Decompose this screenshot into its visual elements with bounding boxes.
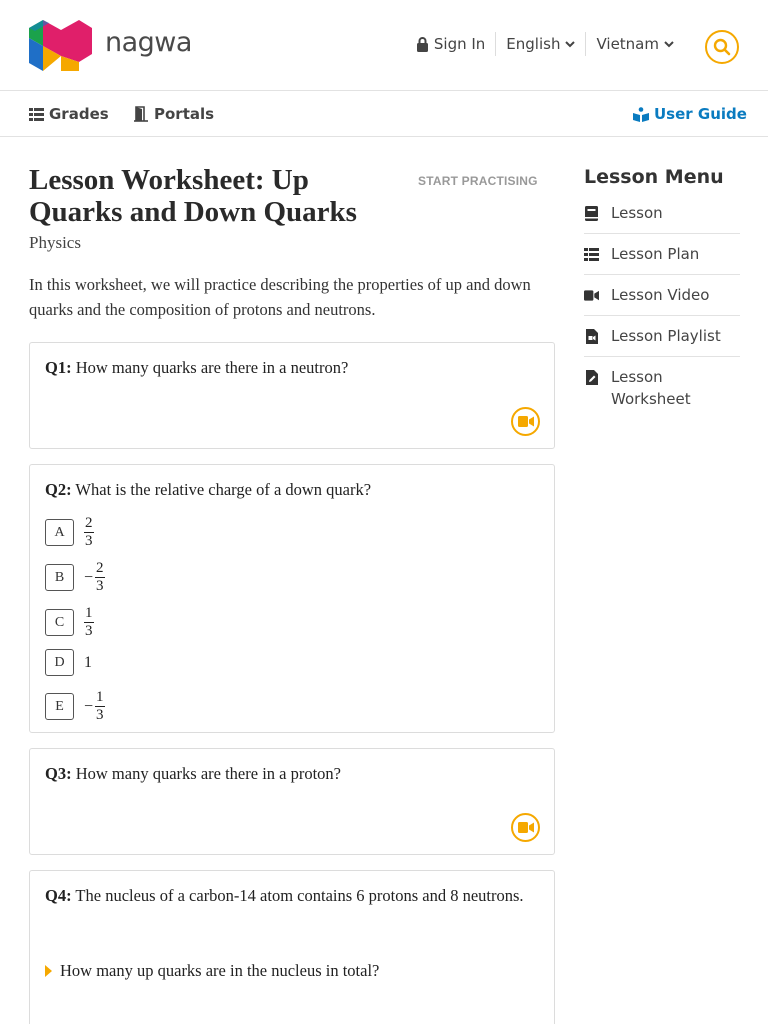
video-solution-button[interactable] <box>511 813 540 842</box>
menu-item-lesson-video[interactable] <box>584 284 740 306</box>
nav-portals-label: Portals <box>154 105 215 123</box>
menu-item-lesson[interactable] <box>584 202 740 224</box>
option-letter: B <box>45 564 74 591</box>
question-text <box>45 883 535 908</box>
nav-portals[interactable] <box>133 105 214 123</box>
option-letter: C <box>45 609 74 636</box>
question-card-q4 <box>29 870 555 1024</box>
video-camera-icon <box>518 416 534 427</box>
lock-icon <box>416 37 429 52</box>
menu-item-label: Lesson Video <box>611 286 710 304</box>
divider <box>584 233 740 234</box>
minus-sign: − <box>84 697 94 715</box>
question-body: How many quarks are there in a proton? <box>75 764 341 783</box>
fraction-denominator: 3 <box>85 623 93 639</box>
answer-option-a[interactable] <box>45 515 94 550</box>
top-bar <box>0 0 768 91</box>
menu-item-label: Lesson Worksheet <box>611 368 691 408</box>
brand-name[interactable]: nagwa <box>105 27 192 58</box>
sign-in-link[interactable] <box>406 32 495 56</box>
menu-item-lesson-worksheet[interactable] <box>584 366 740 410</box>
answer-option-b[interactable] <box>45 560 105 595</box>
question-text <box>45 761 341 786</box>
country-label: Vietnam <box>596 35 659 53</box>
divider <box>584 315 740 316</box>
option-letter: E <box>45 693 74 720</box>
question-card-q1 <box>29 342 555 449</box>
top-links <box>406 32 684 56</box>
menu-item-label: Lesson Playlist <box>611 327 721 345</box>
question-body: What is the relative charge of a down quark? <box>75 480 372 499</box>
sign-in-label: Sign In <box>433 35 486 53</box>
playlist-file-icon <box>586 329 598 344</box>
option-letter: A <box>45 519 74 546</box>
option-value <box>84 560 105 595</box>
nav-user-guide-label: User Guide <box>654 105 747 123</box>
fraction-numerator: 1 <box>96 689 104 705</box>
list-icon <box>584 248 599 261</box>
option-value <box>84 515 94 550</box>
minus-sign: − <box>84 568 94 586</box>
question-number: Q2: <box>45 480 72 499</box>
divider <box>584 274 740 275</box>
nagwa-logo[interactable] <box>29 20 92 71</box>
question-number: Q3: <box>45 764 72 783</box>
question-body: How many quarks are there in a neutron? <box>75 358 349 377</box>
subject-label: Physics <box>29 233 81 252</box>
country-dropdown[interactable] <box>586 32 684 56</box>
fraction-denominator: 3 <box>96 707 104 723</box>
search-icon <box>713 38 731 56</box>
language-label: English <box>506 35 561 53</box>
fraction-numerator: 2 <box>96 560 104 576</box>
question-card-q2 <box>29 464 555 733</box>
menu-item-label: Lesson Plan <box>611 245 700 263</box>
worksheet-file-icon <box>586 370 598 385</box>
nav-grades[interactable] <box>29 105 109 123</box>
lesson-intro: In this worksheet, we will practice describing the properties of up and down quarks and the composition of protons and neutrons. <box>29 275 531 319</box>
page-title: Lesson Worksheet: Up Quarks and Down Quarks <box>29 164 357 228</box>
answer-option-c[interactable] <box>45 605 94 640</box>
fraction-numerator: 1 <box>85 605 93 621</box>
chevron-down-icon <box>664 41 674 48</box>
video-solution-button[interactable] <box>511 407 540 436</box>
book-icon <box>585 206 598 221</box>
question-text <box>45 477 371 502</box>
info-book-icon <box>633 107 649 122</box>
question-number: Q1: <box>45 358 72 377</box>
fraction-denominator: 3 <box>96 578 104 594</box>
language-dropdown[interactable] <box>496 32 585 56</box>
start-practising-button[interactable]: START PRACTISING <box>418 174 538 188</box>
answer-option-e[interactable] <box>45 689 105 724</box>
option-value <box>84 689 105 724</box>
question-text <box>45 355 348 380</box>
lesson-menu-title: Lesson Menu <box>584 166 724 188</box>
sub-question <box>45 961 379 981</box>
door-icon <box>133 106 149 122</box>
divider <box>584 356 740 357</box>
nav-user-guide[interactable] <box>633 105 747 123</box>
fraction-numerator: 2 <box>85 515 93 531</box>
search-button[interactable] <box>705 30 739 64</box>
answer-option-d[interactable] <box>45 649 92 676</box>
caret-right-icon <box>45 965 52 977</box>
question-number: Q4: <box>45 886 72 905</box>
option-value: 1 <box>84 653 92 671</box>
chevron-down-icon <box>565 41 575 48</box>
sub-question-text: How many up quarks are in the nucleus in total? <box>60 961 380 980</box>
video-camera-icon <box>518 822 534 833</box>
menu-item-label: Lesson <box>611 204 663 222</box>
option-letter: D <box>45 649 74 676</box>
menu-item-lesson-plan[interactable] <box>584 243 740 265</box>
video-icon <box>584 290 599 301</box>
nav-grades-label: Grades <box>49 105 109 123</box>
grid-list-icon <box>29 108 44 121</box>
menu-item-lesson-playlist[interactable] <box>584 325 740 347</box>
nav-bar <box>0 91 768 137</box>
question-body: The nucleus of a carbon-14 atom contains 6 protons and 8 neutrons. <box>75 886 524 905</box>
fraction-denominator: 3 <box>85 533 93 549</box>
option-value <box>84 605 94 640</box>
question-card-q3 <box>29 748 555 855</box>
